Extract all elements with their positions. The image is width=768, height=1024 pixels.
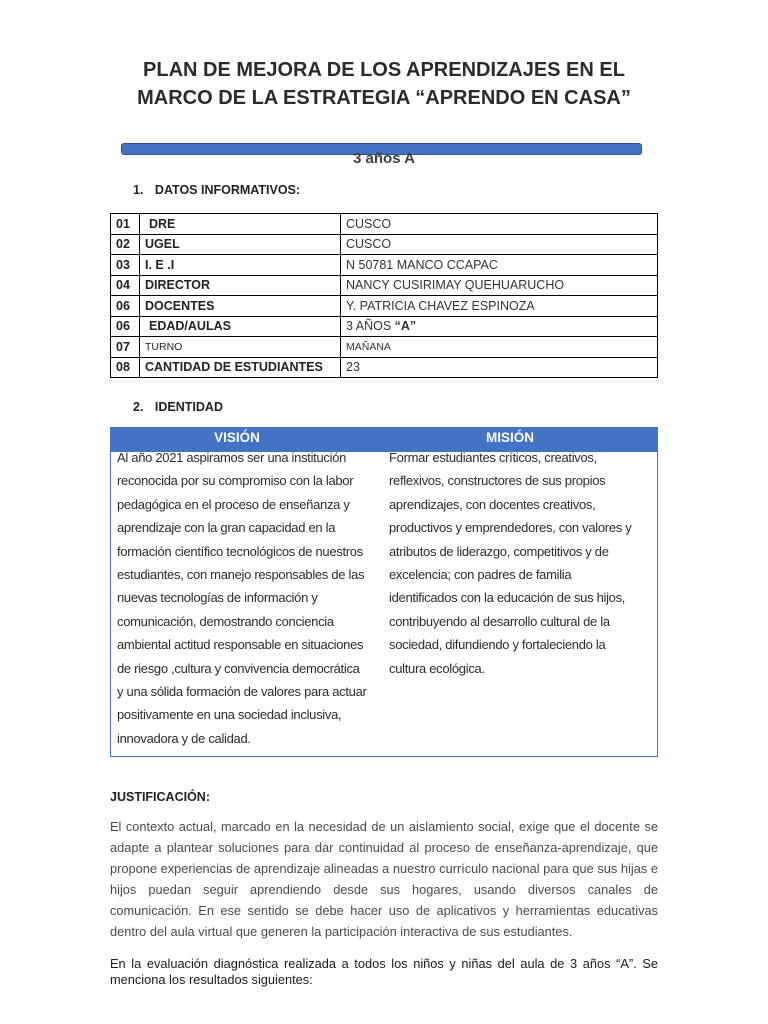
- row-label: TURNO: [140, 337, 341, 358]
- justification-heading: JUSTIFICACIÓN:: [110, 790, 210, 804]
- text-line: reconocida por su compromiso con la labor: [117, 473, 354, 489]
- row-number: 01: [111, 214, 140, 235]
- section-2-title: IDENTIDAD: [154, 400, 223, 414]
- table-row: [111, 255, 658, 276]
- title-line-2: MARCO DE LA ESTRATEGIA “APRENDO EN CASA”: [137, 87, 631, 109]
- text-line: formación científico tecnológicos de nuestros: [117, 543, 363, 559]
- row-label: CANTIDAD DE ESTUDIANTES: [140, 357, 341, 378]
- text-line: nuevas tecnologías de información y: [117, 590, 318, 606]
- vision-header: VISIÓN: [214, 430, 260, 445]
- text-line: productivos y emprendedores, con valores y: [389, 520, 632, 536]
- text-line: innovadora y de calidad.: [117, 730, 251, 746]
- text-line: sociedad, difundiendo y fortaleciendo la: [389, 637, 606, 653]
- row-label: I. E .I: [140, 255, 341, 276]
- row-number: 08: [111, 357, 140, 378]
- title-line-1: PLAN DE MEJORA DE LOS APRENDIZAJES EN EL: [143, 59, 625, 81]
- mision-header: MISIÓN: [485, 430, 534, 445]
- identity-body: [111, 452, 657, 750]
- section-1-heading: [133, 183, 300, 197]
- table-row: [111, 316, 658, 337]
- text-line: cultura ecológica.: [389, 660, 485, 676]
- row-number: 03: [111, 255, 140, 276]
- row-number: 06: [111, 316, 140, 337]
- section-1-title: DATOS INFORMATIVOS:: [154, 183, 301, 197]
- row-label: DRE: [140, 214, 341, 235]
- row-value: [341, 316, 658, 337]
- text-line: contribuyendo al desarrollo cultural de la: [389, 613, 610, 629]
- text-line: atributos de liderazgo, competitivos y de: [389, 543, 609, 559]
- vision-text: [111, 446, 383, 750]
- text-line: identificados con la educación de sus hijos,: [389, 590, 626, 606]
- row-value: N 50781 MANCO CCAPAC: [341, 255, 658, 276]
- evaluation-paragraph: En la evaluación diagnóstica realizada a todos los niños y niñas del aula de 3 años “A”. Se menciona los resultados siguientes:: [110, 956, 658, 987]
- table-row: [111, 214, 658, 235]
- table-row: [111, 234, 658, 255]
- justification-paragraph: El contexto actual, marcado en la necesidad de un aislamiento social, exige que el docente se adapte a plantear soluciones para dar continuidad al proceso de enseñanza-aprendizaje, que propone experiencias de aprendizaje alineadas a nuestro currículo nacional para que sus hijas e hijos puedan seguir aprendiendo desde sus hogares, usando diversos canales de comunicación. En ese sentido se debe hacer uso de aplicativos y herramientas educativas dentro del aula virtual que generen la participación interactiva de sus estudiantes.: [110, 819, 658, 939]
- row-value: MAÑANA: [341, 337, 658, 358]
- row-label: DIRECTOR: [140, 275, 341, 296]
- row-number: 02: [111, 234, 140, 255]
- info-table: [110, 213, 658, 378]
- mision-text: [383, 446, 657, 750]
- row-value: NANCY CUSIRIMAY QUEHUARUCHO: [341, 275, 658, 296]
- text-line: de riesgo ,cultura y convivencia democrática: [117, 660, 360, 676]
- row-number: 04: [111, 275, 140, 296]
- text-line: aprendizaje con la gran capacidad en la: [117, 520, 336, 536]
- identity-table: [110, 427, 658, 757]
- text-line: Formar estudiantes críticos, creativos,: [389, 450, 597, 465]
- section-2-heading: [133, 400, 223, 414]
- table-row: [111, 275, 658, 296]
- row-value: 23: [341, 357, 658, 378]
- text-line: estudiantes, con manejo responsables de las: [117, 567, 365, 583]
- text-line: pedagógica en el proceso de enseñanza y: [117, 496, 350, 512]
- text-line: positivamente en una sociedad inclusiva,: [117, 707, 342, 723]
- text-line: aprendizajes, con docentes creativos,: [389, 496, 596, 512]
- row-label: UGEL: [140, 234, 341, 255]
- row-value-text: 3 AÑOS: [346, 319, 395, 334]
- row-value: CUSCO: [341, 214, 658, 235]
- row-number: 06: [111, 296, 140, 317]
- row-label: EDAD/AULAS: [140, 316, 341, 337]
- table-row: [111, 296, 658, 317]
- section-2-number: 2.: [133, 400, 144, 414]
- row-value-bold: “A”: [394, 319, 417, 334]
- text-line: excelencia; con padres de familia: [389, 567, 572, 583]
- document-title: [100, 56, 668, 112]
- row-number: 07: [111, 337, 140, 358]
- text-line: ambiental actitud responsable en situaciones: [117, 637, 364, 653]
- text-line: Al año 2021 aspiramos ser una institución: [117, 450, 347, 465]
- section-1-number: 1.: [133, 183, 144, 197]
- text-line: reflexivos, constructores de sus propios: [389, 473, 606, 489]
- class-label: 3 años A: [353, 150, 415, 167]
- text-line: comunicación, demostrando conciencia: [117, 613, 334, 629]
- row-label: DOCENTES: [140, 296, 341, 317]
- row-value: Y. PATRICIA CHAVEZ ESPINOZA: [341, 296, 658, 317]
- table-row: [111, 337, 658, 358]
- text-line: y una sólida formación de valores para actuar: [117, 684, 367, 700]
- row-value: CUSCO: [341, 234, 658, 255]
- table-row: [111, 357, 658, 378]
